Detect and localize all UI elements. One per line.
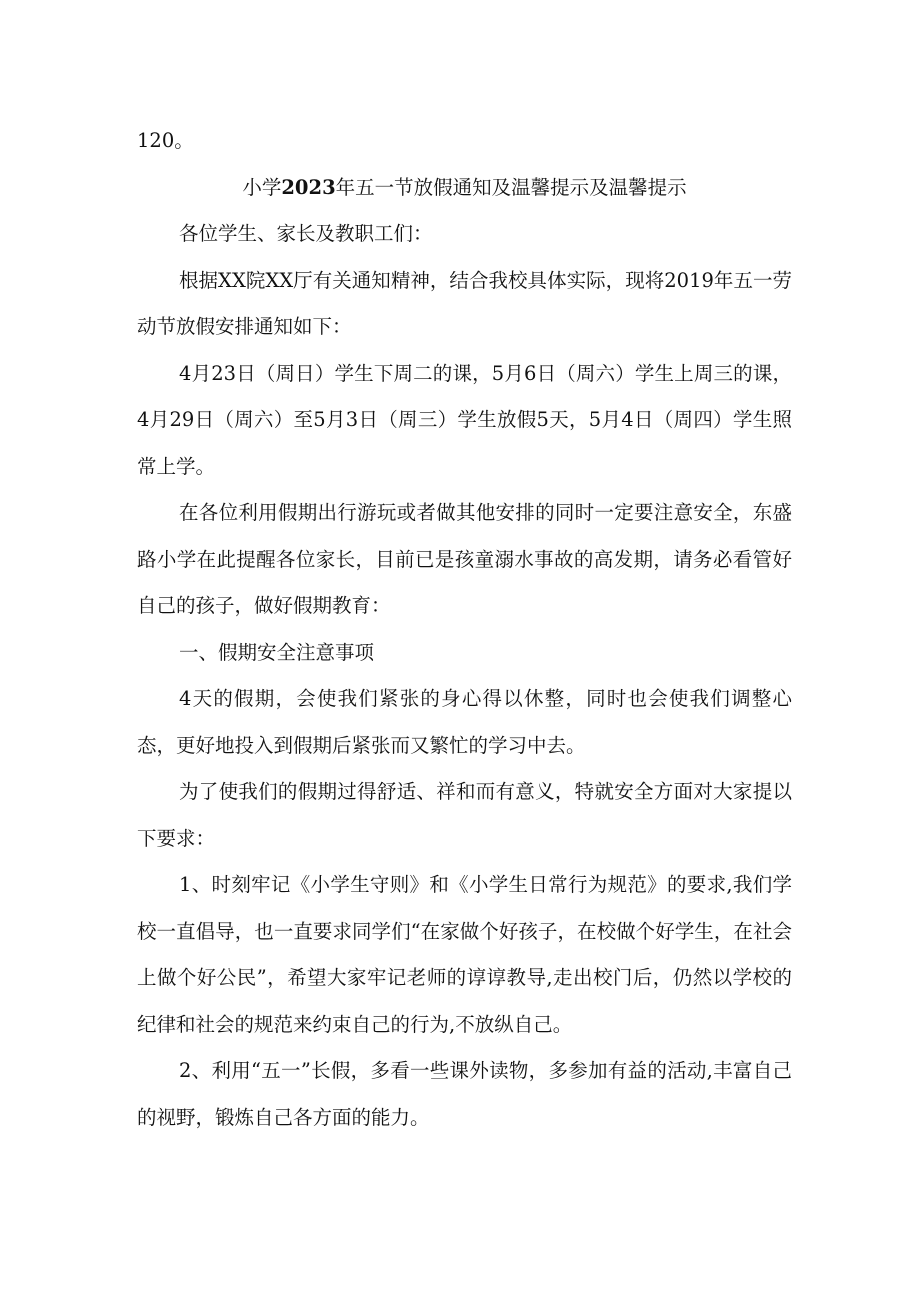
paragraph-requirements-intro: 为了使我们的假期过得舒适、祥和而有意义，特就安全方面对大家提以下要求： — [137, 780, 792, 850]
list-item-requirement-2: 2、利用“五一”长假，多看一些课外读物，多参加有益的活动,丰富自己的视野，锻炼自己各方面的能力。 — [137, 1059, 792, 1129]
title-suffix: 年五一节放假通知及温馨提示及温馨提示 — [335, 175, 687, 199]
salutation: 各位学生、家长及教职工们： — [179, 222, 433, 245]
document-body — [137, 118, 792, 1141]
list-item-requirement-1: 1、时刻牢记《小学生守则》和《小学生日常行为规范》的要求,我们学校一直倡导，也一直要求同学们“在家做个好孩子，在校做个好学生，在社会上做个好公民”，希望大家牢记老师的谆谆教导,走出校门后，仍然以学校的纪律和社会的规范来约束自己的行为,不放纵自己。 — [137, 873, 792, 1036]
document-title — [137, 165, 792, 212]
title-prefix: 小学 — [242, 175, 282, 199]
continued-text-fragment: 120。 — [137, 129, 194, 152]
paragraph-holiday-schedule: 4月23日（周日）学生下周二的课，5月6日（周六）学生上周三的课，4月29日（周六）至5月3日（周三）学生放假5天，5月4日（周四）学生照常上学。 — [137, 361, 792, 478]
paragraph-safety-reminder: 在各位利用假期出行游玩或者做其他安排的同时一定要注意安全，东盛路小学在此提醒各位家长，目前已是孩童溺水事故的高发期，请务必看管好自己的孩子，做好假期教育： — [137, 501, 792, 617]
paragraph-holiday-purpose: 4天的假期，会使我们紧张的身心得以休整，同时也会使我们调整心态，更好地投入到假期后紧张而又繁忙的学习中去。 — [137, 687, 792, 757]
paragraph-notice-basis: 根据XX院XX厅有关通知精神，结合我校具体实际，现将2019年五一劳动节放假安排通知如下： — [137, 268, 792, 338]
section-heading-safety: 一、假期安全注意事项 — [179, 640, 375, 664]
title-year: 2023 — [281, 175, 336, 199]
